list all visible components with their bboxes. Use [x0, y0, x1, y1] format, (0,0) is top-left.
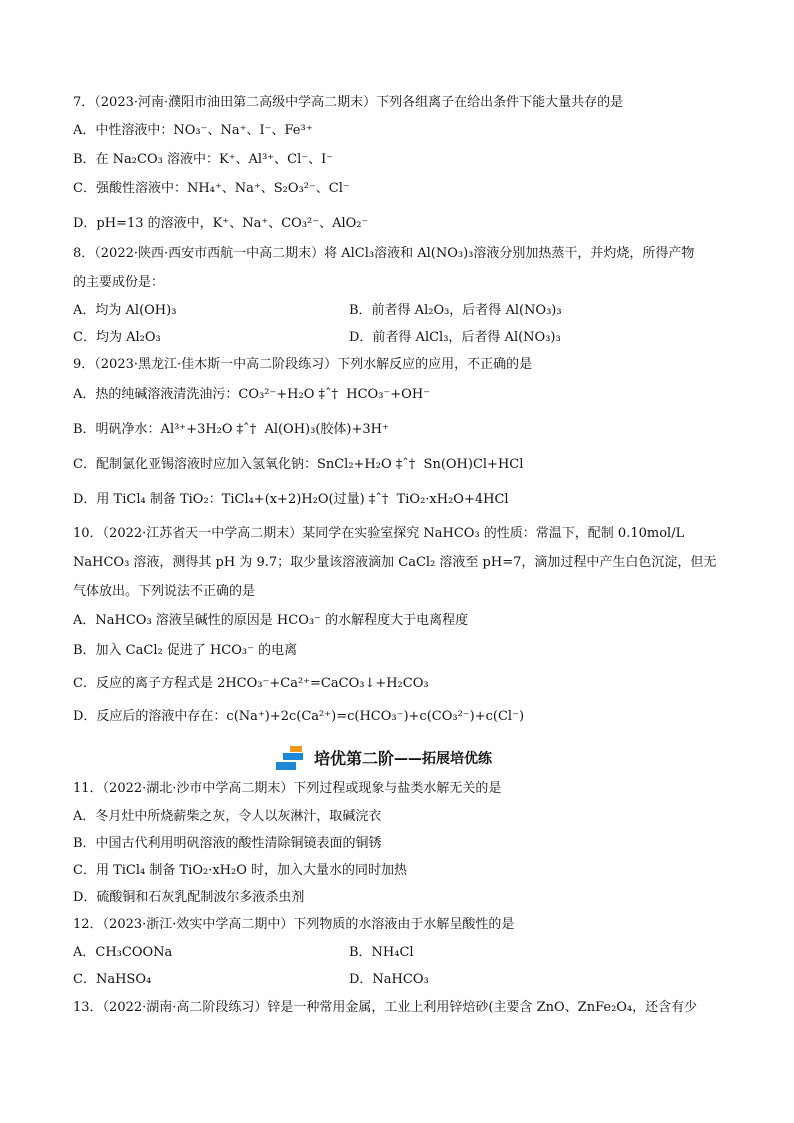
q8-stem-line-1: 8．（2022·陕西·西安市西航一中高二期末）将 AlCl₃溶液和 Al(NO₃)₃溶液分别加热蒸干，并灼烧，所得产物	[73, 246, 695, 261]
section-header	[274, 744, 574, 774]
q9-option-d: D．用 TiCl₄ 制备 TiO₂：TiCl₄+(x+2)H₂O(过量) ‡ˆ† TiO₂·xH₂O+4HCl	[73, 492, 509, 507]
section-title-main: 培优第二阶	[314, 749, 395, 768]
q11-option-d: D．硫酸铜和石灰乳配制波尔多液杀虫剂	[73, 890, 305, 905]
q10-stem-line-3: 气体放出。下列说法不正确的是	[73, 584, 256, 599]
q10-option-b: B．加入 CaCl₂ 促进了 HCO₃⁻ 的电离	[73, 643, 298, 658]
icon-blue-block-upper	[283, 753, 303, 760]
q11-option-c: C．用 TiCl₄ 制备 TiO₂·xH₂O 时，加入大量水的同时加热	[73, 863, 407, 878]
q10-option-a: A．NaHCO₃ 溶液呈碱性的原因是 HCO₃⁻ 的水解程度大于电离程度	[73, 613, 469, 628]
q12-option-a: A．CH₃COONa	[73, 945, 173, 960]
q8-stem-line-2: 的主要成份是：	[73, 275, 165, 290]
q9-option-a: A．热的纯碱溶液清洗油污：CO₃²⁻+H₂O ‡ˆ† HCO₃⁻+OH⁻	[73, 387, 431, 402]
q12-option-b: B．NH₄Cl	[349, 945, 414, 960]
q10-stem-line-1: 10．（2022·江苏省天一中学高二期末）某同学在实验室探究 NaHCO₃ 的性质：常温下，配制 0.10mol/L	[73, 526, 685, 541]
q12-option-d: D．NaHCO₃	[349, 972, 429, 987]
section-title-sub: ——拓展培优练	[394, 751, 493, 767]
q8-option-c: C．均为 Al₂O₃	[73, 330, 161, 345]
q11-option-a: A．冬月灶中所烧薪柴之灰，令人以灰淋汁，取碱浣衣	[73, 809, 382, 824]
q10-stem-line-2: NaHCO₃ 溶液，测得其 pH 为 9.7；取少量该溶液滴加 CaCl₂ 溶液至 pH=7，滴加过程中产生白色沉淀，但无	[73, 555, 717, 570]
q12-stem: 12．（2023·浙江·效实中学高二期中）下列物质的水溶液由于水解呈酸性的是	[73, 917, 515, 932]
q10-option-d: D．反应后的溶液中存在：c(Na⁺)+2c(Ca²⁺)=c(HCO₃⁻)+c(CO₃²⁻)+c(Cl⁻)	[73, 709, 525, 724]
q12-option-c: C．NaHSO₄	[73, 972, 152, 987]
stacked-blocks-icon	[274, 745, 308, 773]
q10-option-c: C．反应的离子方程式是 2HCO₃⁻+Ca²⁺=CaCO₃↓+H₂CO₃	[73, 676, 429, 691]
q7-option-d: D．pH=13 的溶液中，K⁺、Na⁺、CO₃²⁻、AlO₂⁻	[73, 216, 369, 231]
icon-blue-block-lower	[276, 762, 296, 770]
q8-option-d: D．前者得 AlCl₃，后者得 Al(NO₃)₃	[349, 330, 561, 345]
q8-option-b: B．前者得 Al₂O₃，后者得 Al(NO₃)₃	[349, 303, 562, 318]
q7-stem: 7．（2023·河南·濮阳市油田第二高级中学高二期末）下列各组离子在给出条件下能大量共存的是	[73, 95, 624, 110]
q9-stem: 9．（2023·黑龙江·佳木斯一中高二阶段练习）下列水解反应的应用，不正确的是	[73, 357, 533, 372]
q7-option-b: B．在 Na₂CO₃ 溶液中：K⁺、Al³⁺、Cl⁻、I⁻	[73, 152, 334, 167]
q7-option-c: C．强酸性溶液中：NH₄⁺、Na⁺、S₂O₃²⁻、Cl⁻	[73, 181, 350, 196]
q9-option-c: C．配制氯化亚锡溶液时应加入氢氧化钠：SnCl₂+H₂O ‡ˆ† Sn(OH)Cl+HCl	[73, 457, 524, 472]
q8-option-a: A．均为 Al(OH)₃	[73, 303, 177, 318]
icon-orange-block	[290, 746, 302, 752]
q7-option-a: A．中性溶液中：NO₃⁻、Na⁺、I⁻、Fe³⁺	[73, 123, 313, 138]
q11-option-b: B．中国古代利用明矾溶液的酸性清除铜镜表面的铜锈	[73, 836, 382, 851]
q13-stem: 13．（2022·湖南·高二阶段练习）锌是一种常用金属，工业上利用锌焙砂(主要含 ZnO、ZnFe₂O₄，还含有少	[73, 1000, 698, 1015]
q9-option-b: B．明矾净水：Al³⁺+3H₂O ‡ˆ† Al(OH)₃(胶体)+3H⁺	[73, 422, 389, 437]
q11-stem: 11．（2022·湖北·沙市中学高二期末）下列过程或现象与盐类水解无关的是	[73, 781, 502, 796]
